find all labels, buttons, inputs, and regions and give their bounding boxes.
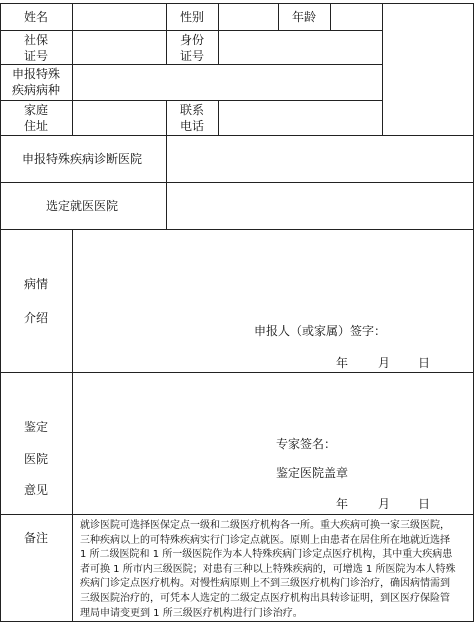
column-divider: [72, 3, 73, 135]
appraisal-label-line2: 医院: [24, 452, 49, 466]
disease-label-line1: 申报特殊: [12, 67, 61, 81]
condition-date-month: 月: [378, 356, 391, 370]
condition-date-day: 日: [418, 356, 431, 370]
condition-label-line1: 病情: [24, 277, 49, 291]
hospital-seal-label: 鉴定医院盖章: [276, 466, 349, 480]
appraisal-date-day: 日: [418, 497, 431, 511]
chosen-hospital-field[interactable]: [168, 184, 471, 227]
ssn-field[interactable]: [74, 32, 164, 62]
id-label-line1: 身份: [180, 33, 205, 47]
column-divider: [166, 100, 167, 135]
remarks-line: 理局申请变更到 1 所三级医疗机构进行门诊治疗。: [80, 607, 303, 619]
row-divider: [0, 64, 382, 65]
row-divider: [0, 135, 474, 136]
column-divider: [72, 229, 73, 622]
diagnosis-hospital-field[interactable]: [168, 137, 471, 180]
disease-field[interactable]: [74, 66, 380, 98]
gender-field[interactable]: [220, 5, 276, 29]
address-field[interactable]: [74, 102, 164, 133]
name-label: 姓名: [24, 10, 49, 24]
disease-label-line2: 疾病病种: [12, 83, 61, 97]
condition-field[interactable]: [74, 231, 471, 321]
column-divider: [166, 135, 167, 229]
table-border: [0, 3, 1, 622]
ssn-label-line1: 社保: [24, 33, 49, 47]
condition-date-year: 年: [336, 356, 349, 370]
age-field[interactable]: [332, 5, 380, 29]
row-divider: [0, 30, 382, 31]
row-divider: [0, 182, 474, 183]
appraisal-field[interactable]: [74, 374, 471, 429]
remarks-text: [80, 519, 474, 621]
column-divider: [166, 3, 167, 64]
ssn-label-line2: 证号: [24, 49, 49, 63]
age-label: 年龄: [292, 10, 317, 24]
appraisal-date-year: 年: [336, 497, 349, 511]
address-label-line2: 住址: [24, 119, 49, 133]
address-label-line1: 家庭: [24, 103, 49, 117]
diagnosis-hospital-label: 申报特殊疾病诊断医院: [22, 152, 143, 166]
remarks-line: 疾病门诊定点医疗机构。对慢性病原则上不到三级医疗机构门诊治疗，确因病情需到: [80, 578, 450, 590]
phone-label-line1: 联系: [180, 103, 205, 117]
chosen-hospital-label: 选定就医医院: [46, 199, 119, 213]
applicant-signature-label: 申报人（或家属）签字：: [254, 324, 387, 338]
remarks-line: 三级医院治疗的，可凭本人选定的二级定点医疗机构出具转诊证明，到区医疗保险管: [80, 592, 450, 604]
column-divider: [218, 3, 219, 64]
appraisal-label-line3: 意见: [24, 483, 49, 497]
expert-signature-label: 专家签名：: [276, 437, 337, 451]
phone-field[interactable]: [220, 102, 380, 133]
remarks-line: 1 所二级医院和 1 所一级医院作为本人特殊疾病门诊定点医疗机构，其中重大疾病患: [80, 549, 453, 561]
remarks-label: 备注: [24, 531, 49, 545]
row-divider: [0, 100, 382, 101]
remarks-line: 就诊医院可选择医保定点一级和二级医疗机构各一所。重大疾病可换一家三级医院，: [80, 520, 450, 531]
condition-label-line2: 介绍: [24, 311, 49, 325]
id-field[interactable]: [220, 32, 380, 62]
id-label-line2: 证号: [180, 49, 205, 63]
appraisal-date-month: 月: [378, 497, 391, 511]
column-divider: [218, 100, 219, 135]
phone-label-line2: 电话: [180, 119, 205, 133]
column-divider: [382, 3, 383, 135]
remarks-line: 者可换 1 所市内三级医院；对患有三种以上特殊疾病的，可增选 1 所医院为本人特殊: [80, 563, 456, 575]
remarks-line: 三种疾病以上的可特殊疾病实行门诊定点就医。原则上由患者在居住所在地就近选择: [80, 534, 450, 546]
appraisal-label-line1: 鉴定: [24, 420, 49, 434]
name-field[interactable]: [74, 5, 164, 29]
column-divider: [330, 3, 331, 30]
gender-label: 性别: [180, 10, 205, 24]
column-divider: [278, 3, 279, 30]
